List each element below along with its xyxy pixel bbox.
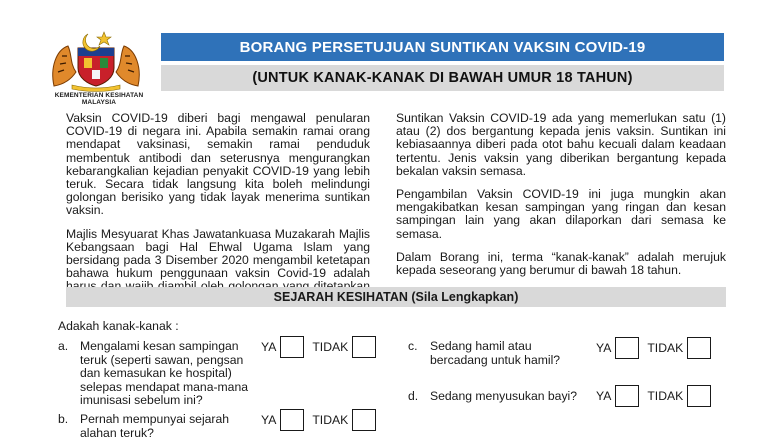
question-text: Sedang menyusukan bayi? [430,389,578,403]
no-checkbox[interactable] [687,385,711,407]
no-checkbox[interactable] [687,337,711,359]
question-letter: a. [58,339,69,353]
paragraph: Pengambilan Vaksin COVID-19 ini juga mungkin akan mengakibatkan kesan sampingan yang ringan dan kesan sampingan lain yang akan dilaporkan dari semasa ke semasa. [396,187,726,241]
answer-b [261,409,376,431]
malaysia-coat-of-arms-icon [48,28,144,90]
question-text: Sedang hamil atau bercadang untuk hamil? [430,339,561,367]
question-letter: c. [408,339,418,353]
answer-d [596,385,711,407]
no-label: TIDAK [647,341,684,355]
question-text: Mengalami kesan sampingan teruk (seperti sawan, pengsan dan kemasukan ke hospital) selepas mendapat mana-mana imunisasi sebelum ini? [80,339,249,408]
no-checkbox[interactable] [352,336,376,358]
paragraph: Vaksin COVID-19 diberi bagi mengawal penularan COVID-19 di negara ini. Apabila semakin ramai orang mendapat vaksinasi, semakin ramai penduduk membentuk antibodi dan seterusnya mengurangkan kebarangkalian kejadian penyakit COVID-19 yang lebih teruk. Secara tidak langsung kita boleh melindungi golongan berisiko yang tidak layak menerima suntikan vaksin. [66,111,370,218]
yes-label: YA [261,413,277,427]
question-a [58,340,258,410]
question-intro: Adakah kanak-kanak : [58,319,179,333]
yes-checkbox[interactable] [615,385,639,407]
yes-checkbox[interactable] [280,409,304,431]
question-letter: d. [408,389,419,403]
form-subtitle: (UNTUK KANAK-KANAK DI BAWAH UMUR 18 TAHUN) [161,65,724,91]
form-title: BORANG PERSETUJUAN SUNTIKAN VAKSIN COVID-19 [161,33,724,61]
answer-a [261,336,376,358]
paragraph: Majlis Mesyuarat Khas Jawatankuasa Muzakarah Majlis Kebangsaan bagi Hal Ehwal Ugama Islam yang bersidang pada 3 Disember 2020 mengambil ketetapan bahawa hukum penggunaan vaksin Covid-19 adalah [66,226,370,281]
question-letter: b. [58,412,69,426]
intro-column-right [396,112,726,287]
no-label: TIDAK [312,413,349,427]
yes-checkbox[interactable] [615,337,639,359]
question-d [408,390,588,406]
no-label: TIDAK [312,340,349,354]
yes-checkbox[interactable] [280,336,304,358]
section-header: SEJARAH KESIHATAN (Sila Lengkapkan) [66,287,726,307]
paragraph: Dalam Borang ini, terma “kanak-kanak” adalah merujuk kepada seseorang yang berumur di bawah 18 tahun. [396,249,726,278]
question-text: Pernah mempunyai sejarah alahan teruk? [80,412,230,440]
yes-label: YA [596,389,612,403]
ministry-name: KEMENTERIAN KESIHATAN MALAYSIA [54,92,144,106]
question-b [58,412,258,440]
question-c [408,340,588,370]
yes-label: YA [261,340,277,354]
answer-c [596,337,711,359]
paragraph: Suntikan Vaksin COVID-19 ada yang memerlukan satu (1) atau (2) dos bergantung kepada jenis vaksin. Suntikan ini kebiasaannya diberi pada otot bahu kecuali dalam keadaan tertentu. Jenis vaksin yang diberikan bergantung kepada bekalan vaksin semasa. [396,111,726,178]
no-label: TIDAK [647,389,684,403]
yes-label: YA [596,341,612,355]
no-checkbox[interactable] [352,409,376,431]
